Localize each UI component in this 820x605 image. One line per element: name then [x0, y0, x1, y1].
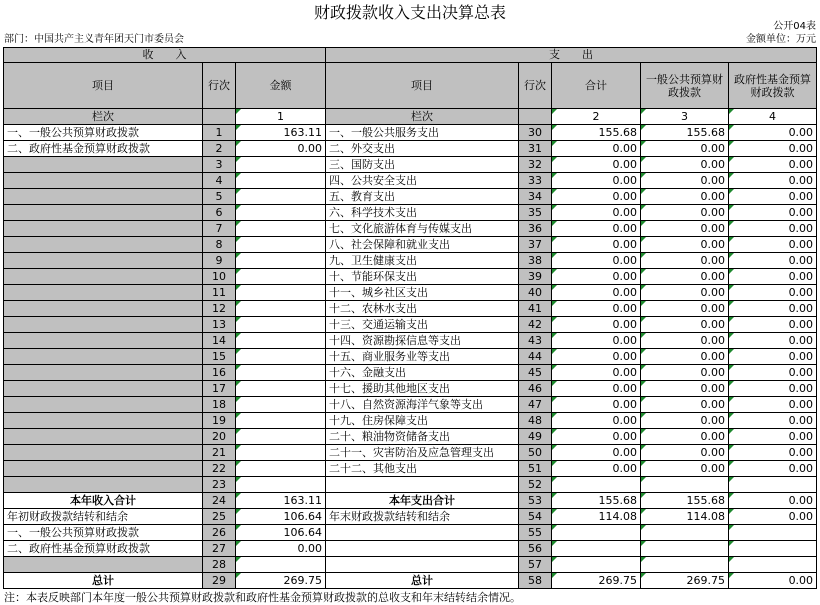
expense-item-cell: 十一、城乡社区支出 [326, 285, 519, 301]
income-item-cell [4, 317, 203, 333]
income-line-cell: 24 [203, 493, 236, 509]
income-item-cell [4, 205, 203, 221]
gov-fund-cell: 0.00 [729, 365, 817, 381]
total-cell: 0.00 [552, 397, 641, 413]
income-item-cell: 本年收入合计 [4, 493, 203, 509]
table-row [4, 333, 817, 349]
table-row [4, 493, 817, 509]
expense-item-cell: 九、卫生健康支出 [326, 253, 519, 269]
income-line-cell: 8 [203, 237, 236, 253]
income-amount-cell [236, 381, 326, 397]
header-general-budget: 一般公共预算财政拨款 [641, 63, 729, 109]
general-budget-cell: 0.00 [641, 349, 729, 365]
gov-fund-cell: 0.00 [729, 285, 817, 301]
form-code: 公开04表 [773, 21, 816, 32]
general-budget-cell: 0.00 [641, 333, 729, 349]
income-amount-cell [236, 301, 326, 317]
table-row [4, 205, 817, 221]
expense-item-cell: 六、科学技术支出 [326, 205, 519, 221]
table-row [4, 285, 817, 301]
expense-item-cell: 二十、粮油物资储备支出 [326, 429, 519, 445]
lanci-label-right: 栏次 [326, 109, 519, 125]
table-row [4, 221, 817, 237]
income-item-cell [4, 381, 203, 397]
income-item-cell [4, 477, 203, 493]
general-budget-cell: 0.00 [641, 365, 729, 381]
income-amount-cell [236, 445, 326, 461]
income-line-cell: 22 [203, 461, 236, 477]
expense-line-cell: 37 [519, 237, 552, 253]
income-line-cell: 15 [203, 349, 236, 365]
total-cell: 0.00 [552, 253, 641, 269]
income-item-cell [4, 253, 203, 269]
income-line-cell: 28 [203, 557, 236, 573]
income-item-cell [4, 349, 203, 365]
expense-line-cell: 57 [519, 557, 552, 573]
general-budget-cell: 0.00 [641, 445, 729, 461]
gov-fund-cell: 0.00 [729, 269, 817, 285]
total-cell: 0.00 [552, 333, 641, 349]
table-row [4, 125, 817, 141]
header-gov-fund: 政府性基金预算财政拨款 [729, 63, 817, 109]
income-item-cell [4, 397, 203, 413]
lanci-blank [519, 109, 552, 125]
gov-fund-cell [729, 557, 817, 573]
income-line-cell: 4 [203, 173, 236, 189]
income-item-cell [4, 413, 203, 429]
general-budget-cell [641, 477, 729, 493]
expense-item-cell: 一、一般公共服务支出 [326, 125, 519, 141]
total-cell: 0.00 [552, 141, 641, 157]
expense-item-cell: 十、节能环保支出 [326, 269, 519, 285]
table-row [4, 477, 817, 493]
expense-item-cell: 十四、资源勘探信息等支出 [326, 333, 519, 349]
income-item-cell: 年初财政拨款结转和结余 [4, 509, 203, 525]
general-budget-cell [641, 541, 729, 557]
income-item-cell: 二、政府性基金预算财政拨款 [4, 541, 203, 557]
total-cell: 155.68 [552, 125, 641, 141]
gov-fund-cell: 0.00 [729, 461, 817, 477]
total-cell [552, 525, 641, 541]
expense-item-cell: 二十一、灾害防治及应急管理支出 [326, 445, 519, 461]
table-row [4, 253, 817, 269]
gov-fund-cell: 0.00 [729, 125, 817, 141]
gov-fund-cell: 0.00 [729, 221, 817, 237]
expense-line-cell: 34 [519, 189, 552, 205]
income-item-cell [4, 221, 203, 237]
expense-item-cell: 十五、商业服务业等支出 [326, 349, 519, 365]
table-row [4, 445, 817, 461]
report-title: 财政拨款收入支出决算总表 [313, 3, 506, 22]
income-line-cell: 9 [203, 253, 236, 269]
income-line-cell: 23 [203, 477, 236, 493]
expense-line-cell: 35 [519, 205, 552, 221]
general-budget-cell: 0.00 [641, 269, 729, 285]
expense-item-cell: 四、公共安全支出 [326, 173, 519, 189]
income-amount-cell [236, 333, 326, 349]
expense-line-cell: 52 [519, 477, 552, 493]
income-line-cell: 2 [203, 141, 236, 157]
general-budget-cell: 0.00 [641, 397, 729, 413]
income-amount-cell [236, 557, 326, 573]
general-budget-cell [641, 525, 729, 541]
income-line-cell: 21 [203, 445, 236, 461]
general-budget-cell: 0.00 [641, 237, 729, 253]
total-cell: 0.00 [552, 413, 641, 429]
department-label: 部门：中国共产主义青年团天门市委员会 [4, 34, 184, 45]
expense-line-cell: 30 [519, 125, 552, 141]
expense-item-cell [326, 477, 519, 493]
general-budget-cell: 0.00 [641, 301, 729, 317]
income-amount-cell: 163.11 [236, 493, 326, 509]
total-cell: 0.00 [552, 317, 641, 333]
expense-line-cell: 58 [519, 573, 552, 589]
table-row [4, 509, 817, 525]
income-item-cell [4, 365, 203, 381]
lanci-blank [203, 109, 236, 125]
lanci-col-2: 2 [552, 109, 641, 125]
gov-fund-cell: 0.00 [729, 205, 817, 221]
income-item-cell: 二、政府性基金预算财政拨款 [4, 141, 203, 157]
income-amount-cell: 163.11 [236, 125, 326, 141]
income-amount-cell [236, 413, 326, 429]
total-cell [552, 477, 641, 493]
general-budget-cell: 0.00 [641, 253, 729, 269]
income-item-cell [4, 557, 203, 573]
expense-line-cell: 46 [519, 381, 552, 397]
total-cell: 0.00 [552, 173, 641, 189]
total-cell [552, 541, 641, 557]
table-row [4, 557, 817, 573]
general-budget-cell: 0.00 [641, 205, 729, 221]
lanci-col-4: 4 [729, 109, 817, 125]
budget-summary-table [3, 47, 817, 589]
income-amount-cell [236, 173, 326, 189]
gov-fund-cell: 0.00 [729, 333, 817, 349]
income-line-cell: 25 [203, 509, 236, 525]
table-row [4, 349, 817, 365]
income-line-cell: 27 [203, 541, 236, 557]
income-line-cell: 11 [203, 285, 236, 301]
total-cell: 0.00 [552, 221, 641, 237]
general-budget-cell: 114.08 [641, 509, 729, 525]
expense-item-cell: 八、社会保障和就业支出 [326, 237, 519, 253]
income-item-cell: 总计 [4, 573, 203, 589]
income-amount-cell: 106.64 [236, 525, 326, 541]
general-budget-cell: 155.68 [641, 125, 729, 141]
table-row [4, 237, 817, 253]
gov-fund-cell: 0.00 [729, 157, 817, 173]
income-line-cell: 10 [203, 269, 236, 285]
income-line-cell: 13 [203, 317, 236, 333]
total-cell: 0.00 [552, 365, 641, 381]
expense-line-cell: 40 [519, 285, 552, 301]
income-amount-cell [236, 461, 326, 477]
income-item-cell [4, 237, 203, 253]
gov-fund-cell: 0.00 [729, 509, 817, 525]
total-cell: 0.00 [552, 349, 641, 365]
expense-line-cell: 42 [519, 317, 552, 333]
table-row [4, 141, 817, 157]
gov-fund-cell: 0.00 [729, 189, 817, 205]
income-item-cell [4, 445, 203, 461]
expense-line-cell: 48 [519, 413, 552, 429]
gov-fund-cell: 0.00 [729, 301, 817, 317]
expense-item-cell: 年末财政拨款结转和结余 [326, 509, 519, 525]
expense-line-cell: 43 [519, 333, 552, 349]
income-amount-cell [236, 477, 326, 493]
general-budget-cell: 0.00 [641, 461, 729, 477]
income-item-cell [4, 269, 203, 285]
expense-item-cell: 十七、援助其他地区支出 [326, 381, 519, 397]
gov-fund-cell: 0.00 [729, 141, 817, 157]
income-line-cell: 5 [203, 189, 236, 205]
gov-fund-cell: 0.00 [729, 493, 817, 509]
income-line-cell: 20 [203, 429, 236, 445]
gov-fund-cell: 0.00 [729, 573, 817, 589]
gov-fund-cell: 0.00 [729, 237, 817, 253]
income-section-header: 收 入 [4, 48, 326, 63]
income-line-cell: 6 [203, 205, 236, 221]
income-amount-cell [236, 397, 326, 413]
expense-item-cell: 七、文化旅游体育与传媒支出 [326, 221, 519, 237]
total-cell: 0.00 [552, 157, 641, 173]
table-row [4, 189, 817, 205]
header-expense-item: 项目 [326, 63, 519, 109]
expense-line-cell: 54 [519, 509, 552, 525]
table-row [4, 157, 817, 173]
general-budget-cell: 155.68 [641, 493, 729, 509]
total-cell: 0.00 [552, 189, 641, 205]
table-row [4, 173, 817, 189]
lanci-col-1: 1 [236, 109, 326, 125]
expense-line-cell: 55 [519, 525, 552, 541]
total-cell: 0.00 [552, 445, 641, 461]
expense-line-cell: 53 [519, 493, 552, 509]
expense-item-cell: 十二、农林水支出 [326, 301, 519, 317]
income-line-cell: 7 [203, 221, 236, 237]
gov-fund-cell: 0.00 [729, 397, 817, 413]
income-item-cell: 一、一般公共预算财政拨款 [4, 525, 203, 541]
general-budget-cell: 0.00 [641, 413, 729, 429]
expense-line-cell: 32 [519, 157, 552, 173]
table-row [4, 461, 817, 477]
table-row [4, 317, 817, 333]
table-row [4, 365, 817, 381]
income-amount-cell [236, 349, 326, 365]
expense-line-cell: 47 [519, 397, 552, 413]
gov-fund-cell: 0.00 [729, 445, 817, 461]
lanci-col-3: 3 [641, 109, 729, 125]
expense-item-cell: 本年支出合计 [326, 493, 519, 509]
expense-line-cell: 56 [519, 541, 552, 557]
general-budget-cell [641, 557, 729, 573]
expense-item-cell: 十八、自然资源海洋气象等支出 [326, 397, 519, 413]
income-amount-cell [236, 253, 326, 269]
expense-line-cell: 33 [519, 173, 552, 189]
table-row [4, 413, 817, 429]
total-cell: 0.00 [552, 461, 641, 477]
gov-fund-cell [729, 525, 817, 541]
expense-item-cell: 五、教育支出 [326, 189, 519, 205]
expense-item-cell: 三、国防支出 [326, 157, 519, 173]
expense-item-cell [326, 557, 519, 573]
header-income-line: 行次 [203, 63, 236, 109]
expense-item-cell: 十六、金融支出 [326, 365, 519, 381]
gov-fund-cell: 0.00 [729, 317, 817, 333]
general-budget-cell: 0.00 [641, 317, 729, 333]
income-item-cell [4, 189, 203, 205]
expense-line-cell: 50 [519, 445, 552, 461]
expense-line-cell: 45 [519, 365, 552, 381]
income-item-cell [4, 429, 203, 445]
income-line-cell: 16 [203, 365, 236, 381]
expense-item-cell [326, 525, 519, 541]
income-line-cell: 17 [203, 381, 236, 397]
table-row [4, 573, 817, 589]
lanci-label-left: 栏次 [4, 109, 203, 125]
gov-fund-cell [729, 541, 817, 557]
expense-item-cell [326, 541, 519, 557]
income-amount-cell [236, 157, 326, 173]
general-budget-cell: 0.00 [641, 429, 729, 445]
header-total: 合计 [552, 63, 641, 109]
gov-fund-cell: 0.00 [729, 253, 817, 269]
income-amount-cell [236, 285, 326, 301]
expense-item-cell: 十九、住房保障支出 [326, 413, 519, 429]
income-amount-cell [236, 365, 326, 381]
general-budget-cell: 0.00 [641, 221, 729, 237]
total-cell: 0.00 [552, 301, 641, 317]
expense-line-cell: 41 [519, 301, 552, 317]
expense-item-cell: 总计 [326, 573, 519, 589]
income-amount-cell: 269.75 [236, 573, 326, 589]
expense-line-cell: 49 [519, 429, 552, 445]
general-budget-cell: 0.00 [641, 173, 729, 189]
income-amount-cell [236, 221, 326, 237]
income-line-cell: 18 [203, 397, 236, 413]
expense-line-cell: 51 [519, 461, 552, 477]
income-item-cell [4, 285, 203, 301]
total-cell: 0.00 [552, 429, 641, 445]
amount-unit: 金额单位：万元 [746, 34, 816, 45]
expense-item-cell: 二、外交支出 [326, 141, 519, 157]
income-amount-cell [236, 429, 326, 445]
general-budget-cell: 269.75 [641, 573, 729, 589]
header-income-amount: 金额 [236, 63, 326, 109]
footnote: 注：本表反映部门本年度一般公共预算财政拨款和政府性基金预算财政拨款的总收支和年末结转结余情况。 [4, 591, 521, 604]
total-cell [552, 557, 641, 573]
income-line-cell: 14 [203, 333, 236, 349]
income-item-cell [4, 157, 203, 173]
table-row [4, 381, 817, 397]
total-cell: 155.68 [552, 493, 641, 509]
income-amount-cell [236, 237, 326, 253]
gov-fund-cell [729, 477, 817, 493]
header-income-item: 项目 [4, 63, 203, 109]
table-row [4, 301, 817, 317]
expense-section-header: 支 出 [326, 48, 817, 63]
expense-item-cell: 二十二、其他支出 [326, 461, 519, 477]
expense-line-cell: 38 [519, 253, 552, 269]
expense-line-cell: 36 [519, 221, 552, 237]
income-amount-cell [236, 317, 326, 333]
gov-fund-cell: 0.00 [729, 429, 817, 445]
income-amount-cell: 106.64 [236, 509, 326, 525]
total-cell: 114.08 [552, 509, 641, 525]
gov-fund-cell: 0.00 [729, 413, 817, 429]
gov-fund-cell: 0.00 [729, 349, 817, 365]
general-budget-cell: 0.00 [641, 189, 729, 205]
income-line-cell: 12 [203, 301, 236, 317]
table-row [4, 525, 817, 541]
expense-item-cell: 十三、交通运输支出 [326, 317, 519, 333]
total-cell: 269.75 [552, 573, 641, 589]
income-amount-cell: 0.00 [236, 541, 326, 557]
table-row [4, 397, 817, 413]
income-line-cell: 3 [203, 157, 236, 173]
income-item-cell [4, 333, 203, 349]
expense-line-cell: 39 [519, 269, 552, 285]
income-line-cell: 1 [203, 125, 236, 141]
income-line-cell: 19 [203, 413, 236, 429]
general-budget-cell: 0.00 [641, 141, 729, 157]
expense-line-cell: 31 [519, 141, 552, 157]
general-budget-cell: 0.00 [641, 285, 729, 301]
total-cell: 0.00 [552, 269, 641, 285]
income-item-cell [4, 461, 203, 477]
header-expense-line: 行次 [519, 63, 552, 109]
total-cell: 0.00 [552, 285, 641, 301]
income-amount-cell [236, 189, 326, 205]
general-budget-cell: 0.00 [641, 381, 729, 397]
total-cell: 0.00 [552, 205, 641, 221]
table-row [4, 429, 817, 445]
income-line-cell: 29 [203, 573, 236, 589]
general-budget-cell: 0.00 [641, 157, 729, 173]
gov-fund-cell: 0.00 [729, 381, 817, 397]
total-cell: 0.00 [552, 381, 641, 397]
income-item-cell: 一、一般公共预算财政拨款 [4, 125, 203, 141]
income-amount-cell [236, 269, 326, 285]
income-line-cell: 26 [203, 525, 236, 541]
income-amount-cell [236, 205, 326, 221]
expense-line-cell: 44 [519, 349, 552, 365]
table-row [4, 269, 817, 285]
income-item-cell [4, 173, 203, 189]
total-cell: 0.00 [552, 237, 641, 253]
income-amount-cell: 0.00 [236, 141, 326, 157]
table-row [4, 541, 817, 557]
income-item-cell [4, 301, 203, 317]
gov-fund-cell: 0.00 [729, 173, 817, 189]
